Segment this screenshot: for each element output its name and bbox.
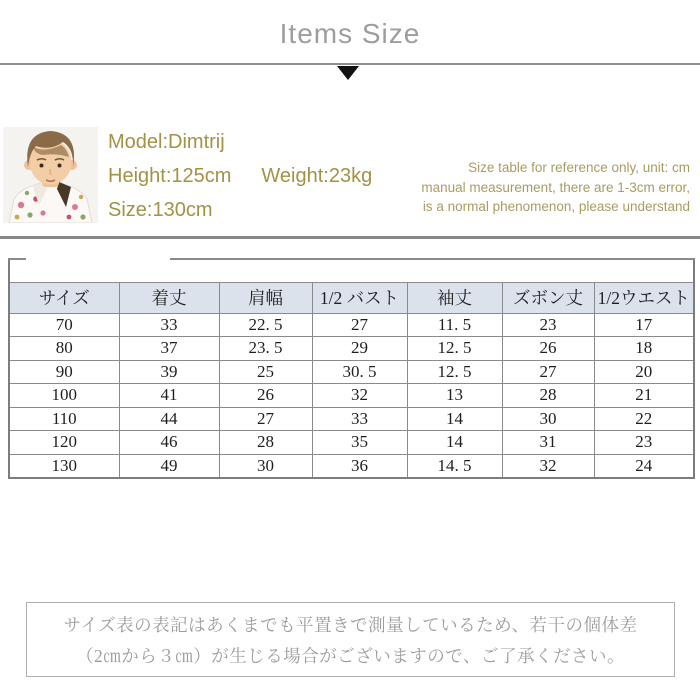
table-cell: 32: [312, 384, 407, 408]
table-cell: 100: [9, 384, 119, 408]
table-cell: 14. 5: [407, 454, 502, 478]
reference-note-line3: is a normal phenomenon, please understand: [422, 199, 690, 214]
section-divider-line: [0, 236, 700, 239]
table-column-header: 1/2ウエスト: [594, 282, 694, 313]
table-column-header: 袖丈: [407, 282, 502, 313]
table-cell: 49: [119, 454, 219, 478]
table-cell: 33: [119, 313, 219, 337]
table-cell: 14: [407, 407, 502, 431]
table-row: [9, 337, 694, 361]
size-table-body: [9, 313, 694, 478]
table-empty-row: [9, 258, 694, 282]
model-info: [108, 131, 372, 233]
table-row: [9, 313, 694, 337]
boy-portrait-image: [3, 127, 98, 223]
table-cell: 30: [219, 454, 312, 478]
table-cell: 41: [119, 384, 219, 408]
disclaimer-line1: サイズ表の表記はあくまでも平置きで測量しているため、若干の個体差: [63, 615, 638, 635]
arrow-down-icon: [337, 66, 359, 80]
model-size: Size:130cm: [108, 199, 213, 221]
table-cell: 46: [119, 431, 219, 455]
table-cell: 33: [312, 407, 407, 431]
table-cell: 18: [594, 337, 694, 361]
table-top-border-corner: [8, 258, 26, 260]
table-row: [9, 454, 694, 478]
table-cell: 80: [9, 337, 119, 361]
table-cell: 13: [407, 384, 502, 408]
size-table: [8, 258, 695, 479]
table-cell: 17: [594, 313, 694, 337]
table-cell: 130: [9, 454, 119, 478]
table-cell: 23: [594, 431, 694, 455]
size-table-wrap: [8, 258, 695, 479]
table-row: [9, 384, 694, 408]
table-cell: 90: [9, 360, 119, 384]
page-title: Items Size: [279, 18, 421, 49]
table-cell: 22: [594, 407, 694, 431]
table-cell: 26: [502, 337, 594, 361]
table-row: [9, 407, 694, 431]
model-height: Height:125cm: [108, 165, 232, 187]
table-column-header: 肩幅: [219, 282, 312, 313]
table-cell: 36: [312, 454, 407, 478]
table-cell: 35: [312, 431, 407, 455]
table-cell: 22. 5: [219, 313, 312, 337]
model-photo: [3, 127, 98, 223]
table-cell: 26: [219, 384, 312, 408]
reference-note-line1: Size table for reference only, unit: cm: [468, 160, 690, 175]
table-cell: 28: [219, 431, 312, 455]
table-cell: 12. 5: [407, 360, 502, 384]
table-cell: 28: [502, 384, 594, 408]
title-divider-line: [0, 63, 700, 65]
table-row: [9, 360, 694, 384]
model-height-weight: [108, 165, 372, 188]
table-cell: 39: [119, 360, 219, 384]
table-cell: 14: [407, 431, 502, 455]
table-cell: 23: [502, 313, 594, 337]
table-cell: 70: [9, 313, 119, 337]
table-cell: 12. 5: [407, 337, 502, 361]
table-cell: 29: [312, 337, 407, 361]
table-column-header: サイズ: [9, 282, 119, 313]
table-top-border-segment: [170, 258, 695, 260]
table-column-header: 着丈: [119, 282, 219, 313]
table-cell: 110: [9, 407, 119, 431]
table-cell: 21: [594, 384, 694, 408]
table-header-row: [9, 282, 694, 313]
table-cell: 32: [502, 454, 594, 478]
table-cell: 30. 5: [312, 360, 407, 384]
table-cell: 30: [502, 407, 594, 431]
reference-note-line2: manual measurement, there are 1-3cm error,: [421, 179, 690, 195]
table-cell: 44: [119, 407, 219, 431]
table-cell: 20: [594, 360, 694, 384]
table-cell: 31: [502, 431, 594, 455]
table-cell: 27: [502, 360, 594, 384]
model-weight: Weight:23kg: [261, 165, 373, 187]
disclaimer-box: [26, 602, 675, 677]
table-cell: 27: [312, 313, 407, 337]
model-name: Model:Dimtrij: [108, 131, 225, 153]
table-column-header: ズボン丈: [502, 282, 594, 313]
disclaimer-line2: （2㎝から３㎝）が生じる場合がございますので、ご了承ください。: [76, 646, 625, 666]
table-cell: 37: [119, 337, 219, 361]
table-cell: 25: [219, 360, 312, 384]
table-cell: 24: [594, 454, 694, 478]
reference-note: [421, 158, 690, 217]
table-column-header: 1/2 バスト: [312, 282, 407, 313]
table-cell: 27: [219, 407, 312, 431]
table-cell: 11. 5: [407, 313, 502, 337]
table-cell: 23. 5: [219, 337, 312, 361]
table-cell: 120: [9, 431, 119, 455]
table-row: [9, 431, 694, 455]
